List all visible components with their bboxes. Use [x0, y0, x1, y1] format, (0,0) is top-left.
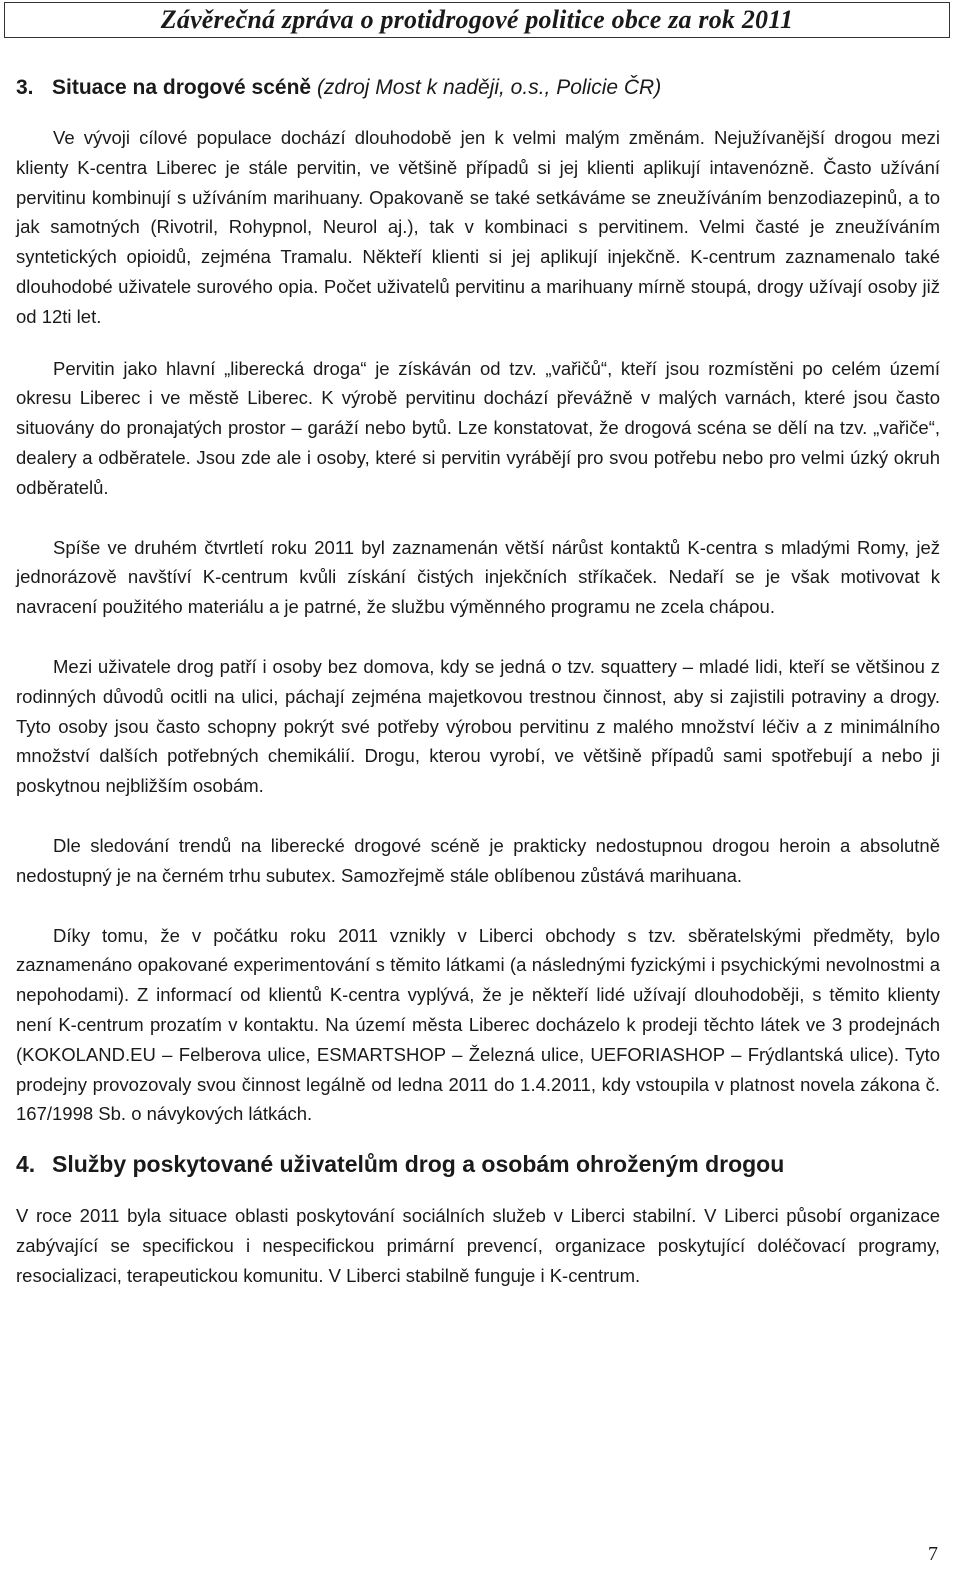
page-number: 7 [928, 1543, 938, 1565]
section-4-heading [16, 1149, 940, 1179]
header-title: Závěrečná zpráva o protidrogové politice obce za rok 2011 [160, 5, 794, 34]
section-3-title: Situace na drogové scéně [52, 76, 312, 99]
section-4-number: 4. [16, 1151, 36, 1178]
section-4-title: Služby poskytované uživatelům drog a osobám ohroženým drogou [52, 1151, 785, 1178]
paragraph: Ve vývoji cílové populace dochází dlouhodobě jen k velmi malým změnám. Nejužívanější drogou mezi klienty K-centra Liberec je stále pervitin, ve většině případů si jej klienti aplikují intavenózně. Často užívání pervitinu kombinují s užíváním marihuany. Opakovaně se také setkáváme se zneužíváním benzodiazepinů, a to jak samotných (Rivotril, Rohypnol, Neurol aj.), tak v kombinaci s pervitinem. Velmi časté je zneužíváním syntetických opioidů, zejména Tramalu. Někteří klienti si jej aplikují injekčně. K-centrum zaznamenalo také dlouhodobé uživatele surového opia. Počet uživatelů pervitinu a marihuany mírně stoupá, drogy užívají osoby již od 12ti let. [16, 127, 940, 327]
paragraph: Mezi uživatele drog patří i osoby bez domova, kdy se jedná o tzv. squattery – mladé lidi, kteří se většinou z rodinných důvodů ocitli na ulici, páchají zejména majetkovou trestnou činnost, aby si zajistili potraviny a drogy. Tyto osoby jsou často schopny pokrýt své potřeby výrobou pervitinu z malého množství léčiv a z minimálního množství dalších potřebných chemikálií. Drogu, kterou vyrobí, ve většině případů sami spotřebují a nebo ji poskytnou nejbližším osobám. [16, 655, 940, 797]
paragraph: Spíše ve druhém čtvrtletí roku 2011 byl zaznamenán větší nárůst kontaktů K-centra s mladými Romy, jež jednorázově navštíví K-centrum kvůli získání čistých injekčních stříkaček. Nedaří se je však motivovat k navracení použitého materiálu a je patrné, že službu výměnného programu ne zcela chápou. [16, 536, 940, 618]
paragraph: Dle sledování trendů na liberecké drogové scéně je prakticky nedostupnou drogou heroin a absolutně nedostupný je na černém trhu subutex. Samozřejmě stále oblíbenou zůstává marihuana. [16, 834, 940, 886]
document-body [16, 73, 940, 1321]
paragraph: Díky tomu, že v počátku roku 2011 vznikly v Liberci obchody s tzv. sběratelskými předměty, bylo zaznamenáno opakované experimentování s těmito látkami (a následnými fyzickými i psychickými nevolnostmi a nepohodami). Z informací od klientů K-centra vyplývá, že je někteří lidé užívají dlouhodoběji, s těmito klienty není K-centrum prozatím v kontaktu. Na území města Liberec docházelo k prodeji těchto látek ve 3 prodejnách (KOKOLAND.EU – Felberova ulice, ESMARTSHOP – Železná ulice, UEFORIASHOP – Frýdlantská ulice). Tyto prodejny provozovaly svou činnost legálně od ledna 2011 do 1.4.2011, kdy vstoupila v platnost novela zákona č. 167/1998 Sb. o návykových látkách. [16, 924, 940, 1125]
document-header [4, 2, 950, 38]
section-3-heading [16, 73, 940, 103]
section-3-source: (zdroj Most k naději, o.s., Policie ČR) [311, 76, 662, 99]
paragraph: V roce 2011 byla situace oblasti poskytování sociálních služeb v Liberci stabilní. V Liberci působí organizace zabývající se specifickou i nespecifickou primární prevencí, organizace poskytující doléčovací programy, resocializaci, terapeutickou komunitu. V Liberci stabilně funguje i K-centrum. [16, 1205, 940, 1286]
paragraph: Pervitin jako hlavní „liberecká droga“ je získáván od tzv. „vařičů“, kteří jsou rozmístěni po celém území okresu Liberec i ve městě Liberec. K výrobě pervitinu dochází převážně v malých varnách, které jsou často situovány do pronajatých prostor – garáží nebo bytů. Lze konstatovat, že drogová scéna se dělí na tzv. „vařiče“, dealery a odběratele. Jsou zde ale i osoby, které si pervitin vyrábějí pro svou potřebu nebo pro velmi úzký okruh odběratelů. [16, 357, 940, 498]
section-3-number: 3. [16, 76, 34, 99]
